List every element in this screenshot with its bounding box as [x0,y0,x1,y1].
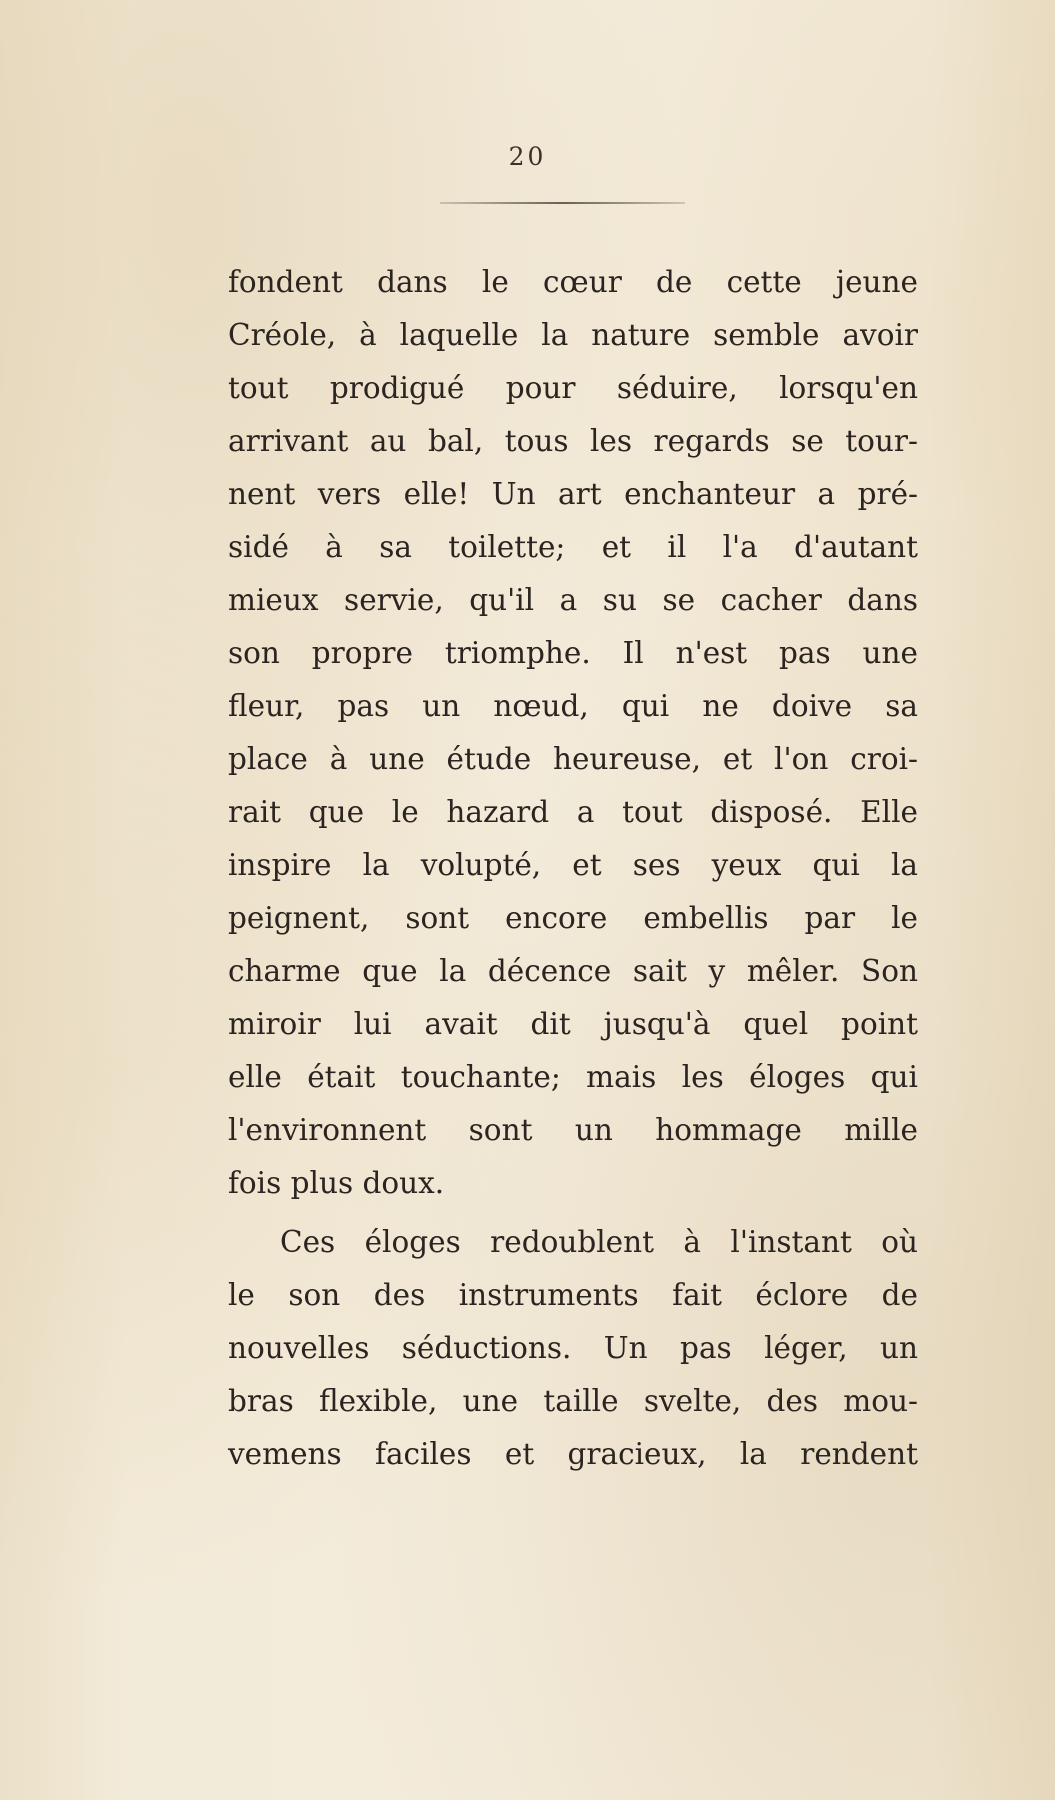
text-line: son propre triomphe. Il n'est pas une [228,636,918,670]
text-line: miroir lui avait dit jusqu'à quel point [228,1007,918,1041]
body-text [228,256,918,1481]
header-rule [440,202,685,204]
text-line: nent vers elle! Un art enchanteur a pré- [228,477,918,511]
text-line: Créole, à laquelle la nature semble avoir [228,318,918,352]
text-line: le son des instruments fait éclore de [228,1278,918,1312]
text-line: arrivant au bal, tous les regards se tour- [228,424,918,458]
text-line: vemens faciles et gracieux, la rendent [228,1437,918,1471]
text-line: peignent, sont encore embellis par le [228,901,918,935]
text-line: mieux servie, qu'il a su se cacher dans [228,583,918,617]
text-line: bras flexible, une taille svelte, des mou- [228,1384,918,1418]
text-line: elle était touchante; mais les éloges qui [228,1060,918,1094]
text-line: nouvelles séductions. Un pas léger, un [228,1331,918,1365]
text-line: Ces éloges redoublent à l'instant où [280,1225,918,1259]
text-line: l'environnent sont un hommage mille [228,1113,918,1147]
text-line: charme que la décence sait y mêler. Son [228,954,918,988]
text-line: rait que le hazard a tout disposé. Elle [228,795,918,829]
paragraph-2 [228,1216,918,1481]
text-line: fondent dans le cœur de cette jeune [228,265,918,299]
paragraph-1 [228,256,918,1210]
text-line: fois plus doux. [228,1166,445,1200]
text-line: fleur, pas un nœud, qui ne doive sa [228,689,918,723]
page-number: 20 [508,142,547,171]
text-line: tout prodigué pour séduire, lorsqu'en [228,371,918,405]
text-line: sidé à sa toilette; et il l'a d'autant [228,530,918,564]
text-line: place à une étude heureuse, et l'on croi- [228,742,918,776]
text-line: inspire la volupté, et ses yeux qui la [228,848,918,882]
